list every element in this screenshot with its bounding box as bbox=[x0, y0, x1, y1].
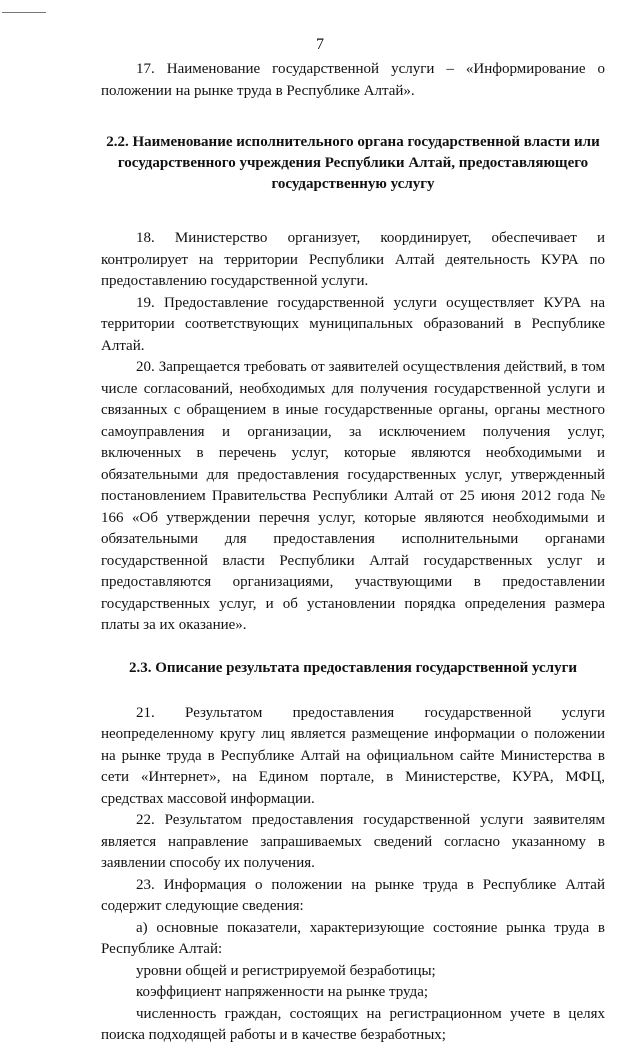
section-heading-2-3: 2.3. Описание результата предоставления государственной услуги bbox=[128, 659, 578, 676]
paragraph-22: 22. Результатом предоставления государственной услуги заявителям является направление запрашиваемых сведений согласно указанному в заявлении способу их получения. bbox=[101, 812, 605, 871]
paragraph-18: 18. Министерство организует, координирует, обеспечивает и контролирует на территории Республики Алтай деятельность КУРА по предоставлению государственной услуги. bbox=[101, 230, 605, 289]
paragraph-19: 19. Предоставление государственной услуги осуществляет КУРА на территории соответствующих муниципальных образований в Республике Алтай. bbox=[101, 294, 605, 354]
corner-scan-mark bbox=[2, 12, 46, 13]
section-heading-2-2: 2.2. Наименование исполнительного органа государственной власти или государственного учреждения Республики Алтай, предоставляющего государственную услугу bbox=[106, 134, 600, 192]
page-number: 7 bbox=[316, 36, 324, 53]
paragraph-23: 23. Информация о положении на рынке труда в Республике Алтай содержит следующие сведения: bbox=[101, 876, 605, 914]
document-body bbox=[101, 59, 605, 1047]
list-line-tension: коэффициент напряженности на рынке труда; bbox=[136, 984, 429, 1000]
paragraph-17: 17. Наименование государственной услуги – «Информирование о положении на рынке труда в Республике Алтай». bbox=[101, 61, 605, 99]
list-line-citizens: численность граждан, состоящих на регистрационном учете в целях поиска подходящей работы и в качестве безработных; bbox=[101, 1005, 605, 1043]
paragraph-23-a: а) основные показатели, характеризующие состояние рынка труда в Республике Алтай: bbox=[101, 919, 605, 957]
list-line-unemployment: уровни общей и регистрируемой безработицы; bbox=[136, 962, 436, 979]
paragraph-20: 20. Запрещается требовать от заявителей осуществления действий, в том числе согласований, необходимых для получения государственной услуги и связанных с обращением в иные государственные органы, органы местного самоуправления и организации, за исключением получения услуг, включенных в перечень услуг, которые являются необходимыми и обязательными для предоставления государственных услуг, утвержденный постановлением Правительства Республики Алтай от 25 июня 2012 года № 166 «Об утверждении перечня услуг, которые являются необходимыми и обязательными для предоставления исполнительными органами государственной власти Республики Алтай государственных услуг и предоставляются организациями, участвующими в предоставлении государственных услуг, и об установлении порядка определения размера платы за их оказание». bbox=[101, 359, 605, 633]
paragraph-21: 21. Результатом предоставления государственной услуги неопределенному кругу лиц является размещение информации о положении на рынке труда в Республике Алтай на официальном сайте Министерства в сети «Интернет», на Едином портале, в Министерстве, КУРА, МФЦ, средствах массовой информации. bbox=[101, 704, 605, 807]
